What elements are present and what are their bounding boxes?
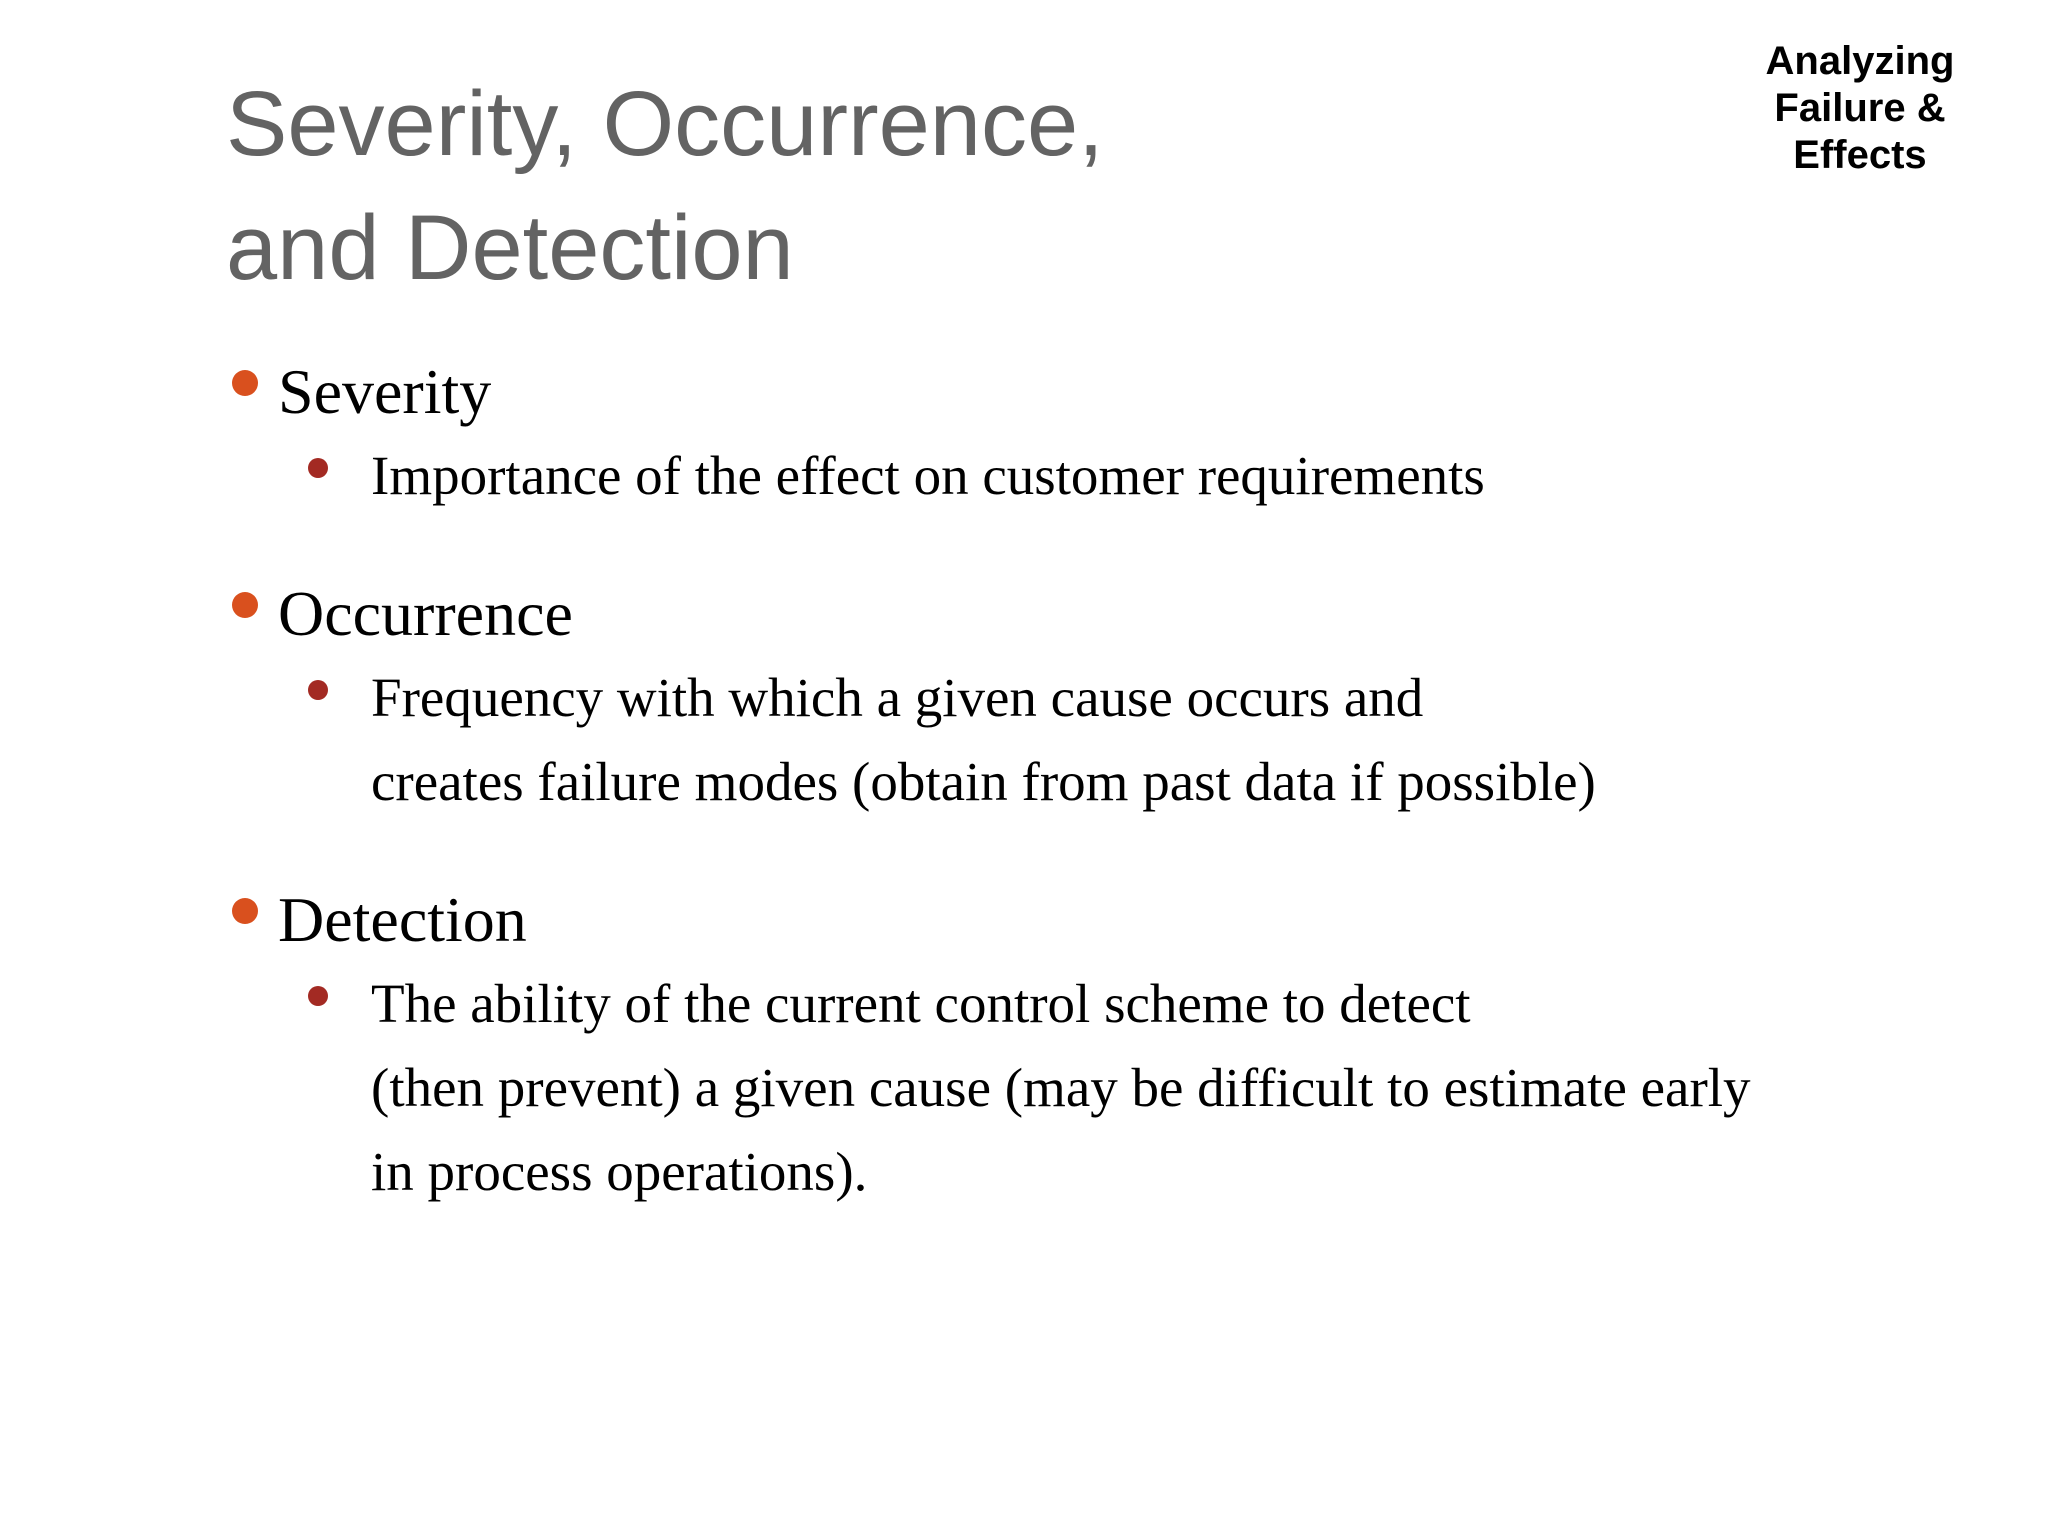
sub-bullet-dot-icon: [308, 986, 328, 1006]
sub-bullet-dot-icon: [308, 680, 328, 700]
sub-bullet-dot-icon: [308, 458, 328, 478]
sub-bullet-text: creates failure modes (obtain from past data if possible): [371, 751, 1596, 812]
sub-bullet-text: in process operations).: [371, 1141, 868, 1202]
bullet-heading: Severity: [278, 356, 492, 427]
bullet-heading: Detection: [278, 884, 527, 955]
sub-bullet-text: (then prevent) a given cause (may be difficult to estimate early: [371, 1057, 1751, 1118]
sub-bullet-severity: [226, 434, 1986, 518]
sub-bullet-occurrence: [226, 656, 1986, 824]
slide-title-line: and Detection: [226, 197, 794, 299]
section-label-line: Failure &: [1774, 86, 1946, 130]
sub-bullet-text: Frequency with which a given cause occurs and: [371, 667, 1424, 728]
bullet-dot-icon: [232, 370, 258, 396]
bullet-severity: [226, 350, 1986, 434]
bullet-dot-icon: [232, 898, 258, 924]
sub-bullet-text: Importance of the effect on customer requirements: [371, 445, 1485, 506]
bullet-occurrence: [226, 572, 1986, 656]
bullet-heading: Occurrence: [278, 578, 573, 649]
slide-title: [226, 62, 1626, 310]
section-label-line: Analyzing: [1765, 39, 1955, 83]
sub-bullet-detection: [226, 962, 1986, 1214]
bullet-dot-icon: [232, 592, 258, 618]
slide-title-line: Severity, Occurrence,: [226, 73, 1104, 175]
bullet-detection: [226, 878, 1986, 962]
section-label: [1735, 38, 1985, 179]
section-label-line: Effects: [1793, 133, 1927, 177]
sub-bullet-text: The ability of the current control scheme to detect: [371, 973, 1471, 1034]
bullet-list: [226, 350, 1986, 1214]
